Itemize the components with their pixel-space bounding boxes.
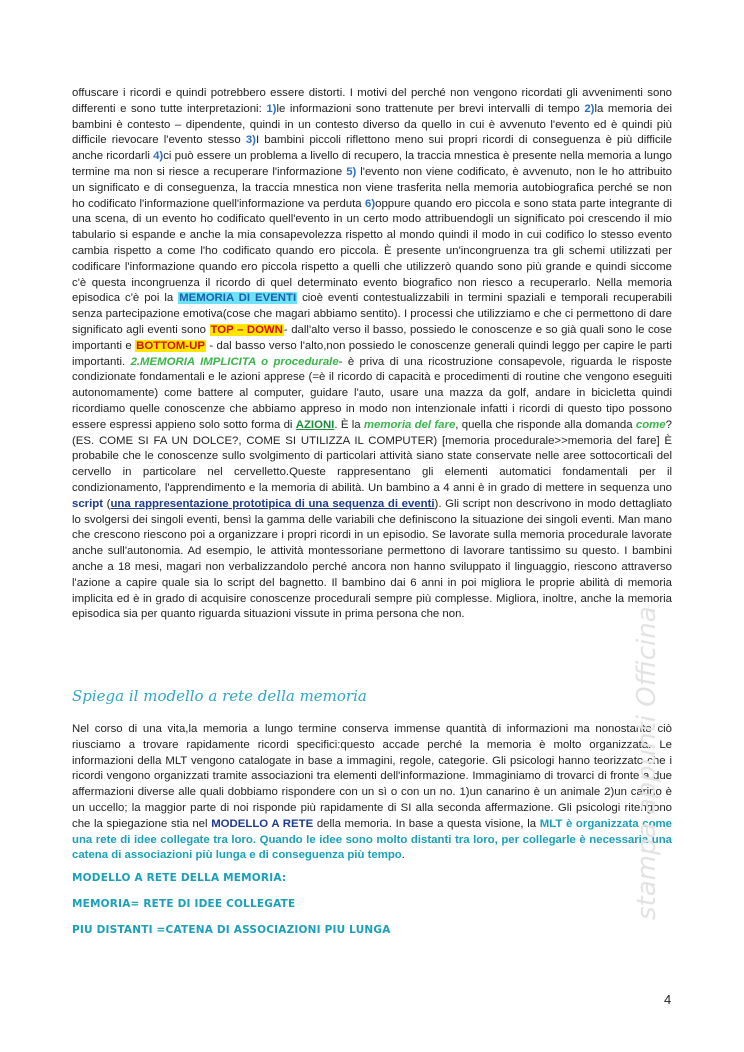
page-number: 4: [664, 992, 672, 1007]
highlight-top-down: TOP – DOWN: [210, 323, 283, 336]
text: l'evento non viene codificato, è avvenuto, non le ho attribuito un significato e di conseguenza, la traccia mnestica non viene trasferita nella memoria autobiografica perché se non ho codificato l'informazione quell'informazione va perduta: [72, 165, 672, 210]
text: ? (ES. COME SI FA UN DOLCE?, COME SI UTILIZZA IL COMPUTER) [memoria procedurale>>memoria del fare] È probabile che le conoscenze sullo svolgimento di particolari attività siano state conservate nelle aree sottocorticali del cervello in particolare nel cervelletto.Queste rappresentano gli elementi automatici fondamentali per il condizionamento, l'apprendimento e la memoria di abilità. Un bambino a 4 anni è in grado di mettere in sequenza uno: [72, 418, 672, 494]
highlight-memoria-fare: memoria del fare: [363, 418, 456, 431]
text: ). Gli script non descrivono in modo dettagliato lo svolgersi dei singoli eventi, bensì la gamma delle variabili che definiscono la situazione dei singoli eventi. Man mano che crescono riescono poi a organizzare i propri ricordi in un episodio. Se lavorate sulla memoria procedurale lavorate anche sull'autonomia. Ad esempio, le attività montessoriane permettono di lavorare tantissimo su questo. I bambini anche a 18 mesi, magari non verbalizzandolo perché ancora non hanno sviluppato il linguaggio, riescono attraverso l'azione a capire quale sia lo script del bagnetto. Il bambino dai 6 anni in poi migliora le proprie abilità di memoria implicita ed è in grado di acquisire conoscenze procedurali sempre più complesse. Migliora, inoltre, anche la memoria episodica sia per quanto riguarda situazioni vissute in prima persona che non.: [72, 497, 672, 621]
list-number: 5): [346, 165, 357, 178]
section-heading: Spiega il modello a rete della memoria: [72, 687, 367, 705]
text: I bambini piccoli riflettono meno sui propri ricordi di conseguenza è più difficile anche ricordarli: [72, 134, 672, 163]
highlight-azioni: AZIONI: [295, 418, 335, 431]
text: le informazioni sono trattenute per brevi intervalli di tempo: [276, 102, 585, 115]
text: , quella che risponde alla domanda: [455, 418, 636, 431]
note-line-1: MODELLO A RETE DELLA MEMORIA:: [72, 872, 287, 884]
highlight-memoria-implicita: 2.MEMORIA IMPLICITA o procedurale: [130, 355, 339, 368]
highlight-script: script: [72, 497, 104, 510]
highlight-come: come: [635, 418, 666, 431]
text: la memoria dei bambini è contesto – dipendente, quindi in un contesto diverso da quello in cui è avvenuto l'evento ed è quindi più difficile rievocare l'evento stesso: [72, 102, 672, 147]
text: ci può essere un problema a livello di recupero, la traccia mnestica è presente nella memoria a lungo termine ma non si riesce a recuperare l'informazione: [72, 150, 672, 178]
paragraph-network-model: [72, 722, 672, 864]
highlight-bottom-up: BOTTOM-UP: [136, 339, 205, 352]
text: oppure quando ero piccola e sono stata parte integrante di una scena, di un evento ho codificato quell'evento in un certo modo attribuendogli un significato poi crescendo il mio tabulario si espande e anche la mia consapevolezza rispetto al mondo quindi il modo in cui codifico lo stesso evento cambia rispetto a come l'ho codificato quando ero piccola. È presente un'incongruenza tra gli schemi utilizzati per codificare l'informazione quando ero piccola rispetto a quelli che utilizzerò quando sono più grande e quindi siccome c'è questa incongruenza il ricordo di quel determinato evento biografico non riesco a recuperarlo. Nella memoria episodica c'è poi la: [72, 197, 672, 305]
text: della memoria. In base a questa visione, la: [313, 817, 540, 830]
list-number: 1): [266, 102, 277, 115]
text: - è priva di una ricostruzione consapevole, riguarda le risposte condizionate fondamentali e le azioni apprese (=è il ricordo di capacità e procedimenti di routine che vengono eseguiti autonomamente) come battere al computer, guidare l'auto, usare una mazza da golf, andare in bicicletta quindi ricordiamo quelle conoscenze che abbiamo appreso in modo non intenzionale infatti i ricordi di questo tipo possono essere espressi appieno solo sotto forma di: [72, 355, 672, 431]
list-number: 6): [364, 197, 376, 210]
list-number: 4): [153, 150, 164, 163]
list-number: 2): [584, 102, 595, 115]
text: - dal basso verso l'alto,non possiedo le conoscenze generali quindi leggo per capire le parti importanti.: [72, 339, 672, 368]
text: offuscare i ricordi e quindi potrebbero essere distorti. I motivi del perché non vengono ricordati gli avvenimenti sono differenti e sono tutte interpretazioni:: [72, 87, 672, 115]
note-line-2: MEMORIA= RETE DI IDEE COLLEGATE: [72, 898, 296, 910]
text: .: [401, 849, 405, 862]
watermark: stampa appunti Officina: [632, 606, 662, 920]
highlight-modello-rete: MODELLO A RETE: [211, 817, 314, 830]
text: (: [103, 497, 111, 510]
text: Nel corso di una vita,la memoria a lungo termine conserva immense quantità di informazioni ma nonostante ciò riusciamo a trovare rapidamente ricordi specifici:questo accade perché la memoria è molto organizzata. Le informazioni della MLT vengono catalogate in base a immagini, regole, categorie. Gli psicologi hanno teorizzato che i ricordi vengono organizzati tramite associazioni tra elementi dell'informazione. Immaginiamo di trovarci di fronte a due affermazioni diverse alle quali dobbiamo rispondere con un sì o con un no. 1)un canarino è un animale 2)un carino è un uccello; la maggior parte di noi risponde più rapidamente di SI alla seconda affermazione. Gli psicologi ritengono che la spiegazione stia nel: [72, 723, 672, 830]
paragraph-text: [72, 722, 672, 864]
note-line-3: PIU DISTANTI =CATENA DI ASSOCIAZIONI PIU LUNGA: [72, 924, 391, 936]
highlight-mlt-rete: MLT è organizzata come una rete di idee collegate tra loro. Quando le idee sono molto distanti tra loro, per collegarle è necessaria una catena di associazioni più lunga e di conseguenza più tempo: [72, 817, 672, 862]
text: cioè eventi contestualizzabili in termini spaziali e temporali recuperabili senza partecipazione emotiva(cose che magari abbiamo sentito). I processi che utilizziamo e che ci permettono di dare significato agli eventi sono: [72, 292, 673, 336]
list-number: 3): [245, 134, 256, 147]
text: - dall'alto verso il basso, possiedo le conoscenze e so già quali sono le cose importanti e: [72, 323, 673, 352]
highlight-script-definition: una rappresentazione prototipica di una sequenza di eventi: [110, 497, 435, 510]
highlight-memoria-eventi: MEMORIA DI EVENTI: [179, 292, 297, 305]
text: . È la: [334, 418, 364, 431]
paragraph-memory-implicit: [72, 86, 672, 623]
page-body: [72, 86, 672, 623]
